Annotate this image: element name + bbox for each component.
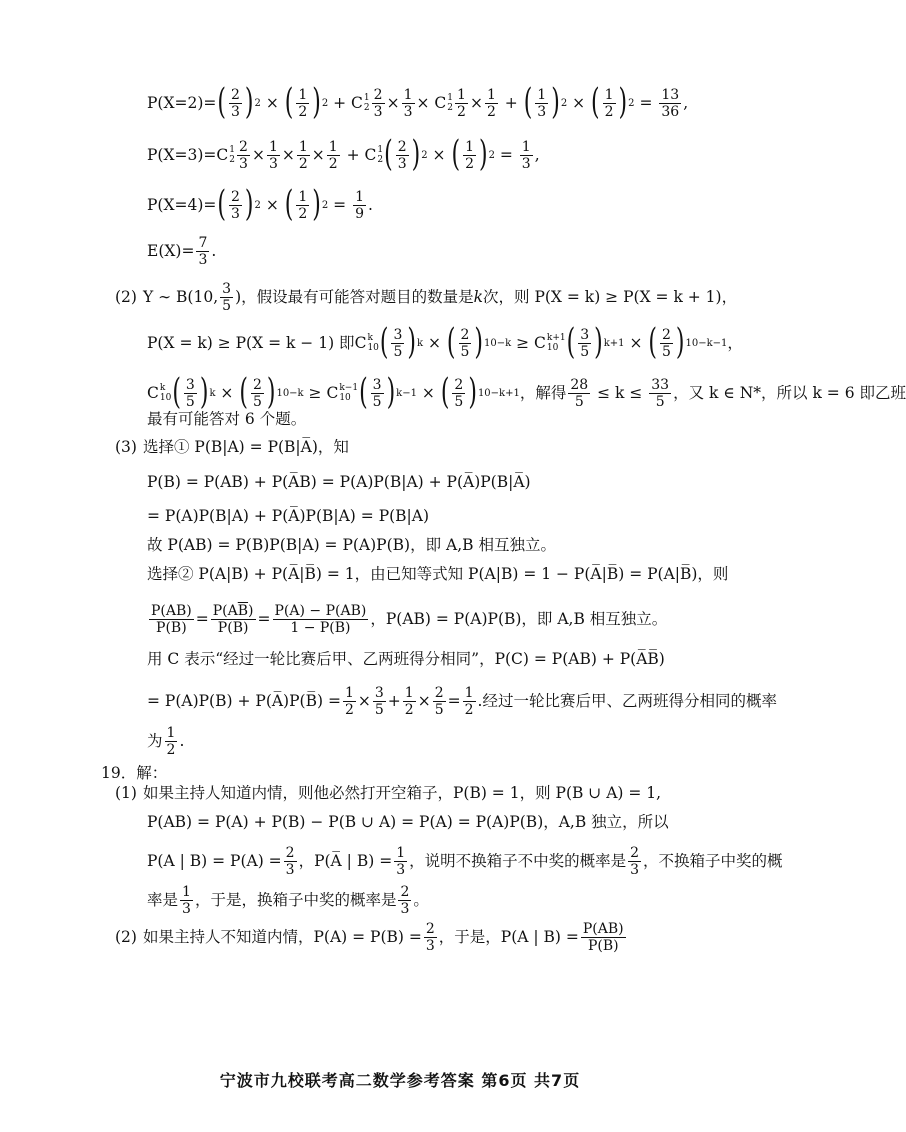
q18-part3-line5: 选择② P(A|B) + P(A̅|B̅) = 1，由已知等式知 P(A|B) = 1 − P(A̅|B̅) = P(A|B̅)，则 <box>147 565 729 583</box>
q19-part2-line1: (2) 如果主持人不知道内情，P(A) = P(B) = $\frac{2}{3}$ ，于是，P(A | B) = $\frac{P(AB)}{P(B)}$ <box>115 921 624 954</box>
q19-part1-line3: P(A | B) = P(A) = $\frac{2}{3}$ ，P(A̅ | B) = $\frac{1}{3}$ ，说明不换箱子不中奖的概率是 2 3 ，不换箱子中奖的概 <box>147 845 783 878</box>
eq-expectation: E(X)= $\frac{7}{3}$ . <box>147 235 217 268</box>
eq-p-x-3: P(X=3)= C 1 2 $\frac{2}{3}$ × $\frac{1}{3}$ × $\frac{1}{2}$ × $\frac{1}{2}$ + C 1 2 ( 2 3 ) 2 × ( 1 2 ) 2 = $\frac{1}{3}$ , <box>147 134 540 175</box>
q19-part1-line2: P(AB) = P(A) + P(B) − P(B ∪ A) = P(A) = P(A)P(B)，A,B 独立，所以 <box>147 813 669 831</box>
q18-part3-line9: 为 1 2 . <box>147 725 185 758</box>
q18-part2-line2: P(X = k) ≥ P(X = k − 1) 即 C k 10 ( 3 5 ) k × ( 2 5 ) 10−k ≥ C k+1 10 ( 3 5 ) k+1 × ( 2 5 ) 10−k−1 ， <box>147 322 743 363</box>
q18-part3-line4: 故 P(AB) = P(B)P(B|A) = P(A)P(B)，即 A,B 相互独立。 <box>147 536 556 554</box>
q19-label: 19．解： <box>101 764 168 782</box>
q18-part2-line3: C k 10 ( 3 5 ) k × ( 2 5 ) 10−k ≥ C k−1 10 ( 3 5 ) k−1 × ( 2 5 ) 10−k+1 ，解得 $\frac{28}{5}$ ≤ k ≤ $\frac{33}{5}$ ，又 k ∈ N*，所以 k = 6 即乙班 <box>147 372 906 413</box>
q18-part3-line1: (3) 选择① P(B|A) = P(B|A̅)，知 <box>115 438 349 456</box>
q19-part1-line4: 率是 1 3 ，于是，换箱子中奖的概率是 2 3 。 <box>147 884 429 917</box>
q18-part3-line8: = P(A)P(B) + P(A̅)P(B̅) = $\frac{1}{2}$ × $\frac{3}{5}$ + $\frac{1}{2}$ × $\frac{2}{5}$ = $\frac{1}{2}$ . 经过一轮比赛后甲、乙两班得分相同的概率 <box>147 685 777 718</box>
q18-part2-line4: 最有可能答对 6 个题。 <box>147 410 307 428</box>
eq-p-x-4: P(X=4)= ( 2 3 ) 2 × ( 1 2 ) 2 = $\frac{1}{9}$ . <box>147 184 373 225</box>
q18-part2-line1: (2) Y ∼ B(10, 3 5 )，假设最有可能答对题目的数量是 k 次，则 P(X = k) ≥ P(X = k + 1)， <box>115 281 738 314</box>
q18-part3-line6: $\frac{P(AB)}{P(B)}$ = $\frac{P(A\overline{B})}{P(\overline{B})}$ = $\frac{P(A) - P(AB)}{1 - P(B)}$ ，P(AB) = P(A)P(B)，即 A,B 相互独立。 <box>151 603 668 636</box>
q18-part3-line7: 用 C 表示“经过一轮比赛后甲、乙两班得分相同”，P(C) = P(AB) + P(A̅B̅) <box>147 650 665 668</box>
q19-part1-line1: (1) 如果主持人知道内情，则他必然打开空箱子，P(B) = 1，则 P(B ∪ A) = 1, <box>115 784 662 802</box>
q18-part3-line2: P(B) = P(AB) + P(A̅B) = P(A)P(B|A) + P(A̅)P(B|A̅) <box>147 473 531 491</box>
page-footer: 宁波市九校联考高二数学参考答案 第6页 共7页 <box>219 1071 581 1090</box>
q18-part3-line3: = P(A)P(B|A) + P(A̅)P(B|A) = P(B|A) <box>147 507 430 525</box>
eq-p-x-2: P(X=2)= ( 2 3 ) 2 × ( 1 2 ) 2 + C 1 2 $\frac{2}{3}$ × $\frac{1}{3}$ × C 1 2 $\frac{1}{2}$ × $\frac{1}{2}$ + ( 1 3 ) 2 × ( 1 2 ) 2 = $\frac{13}{36}$ , <box>147 82 689 123</box>
